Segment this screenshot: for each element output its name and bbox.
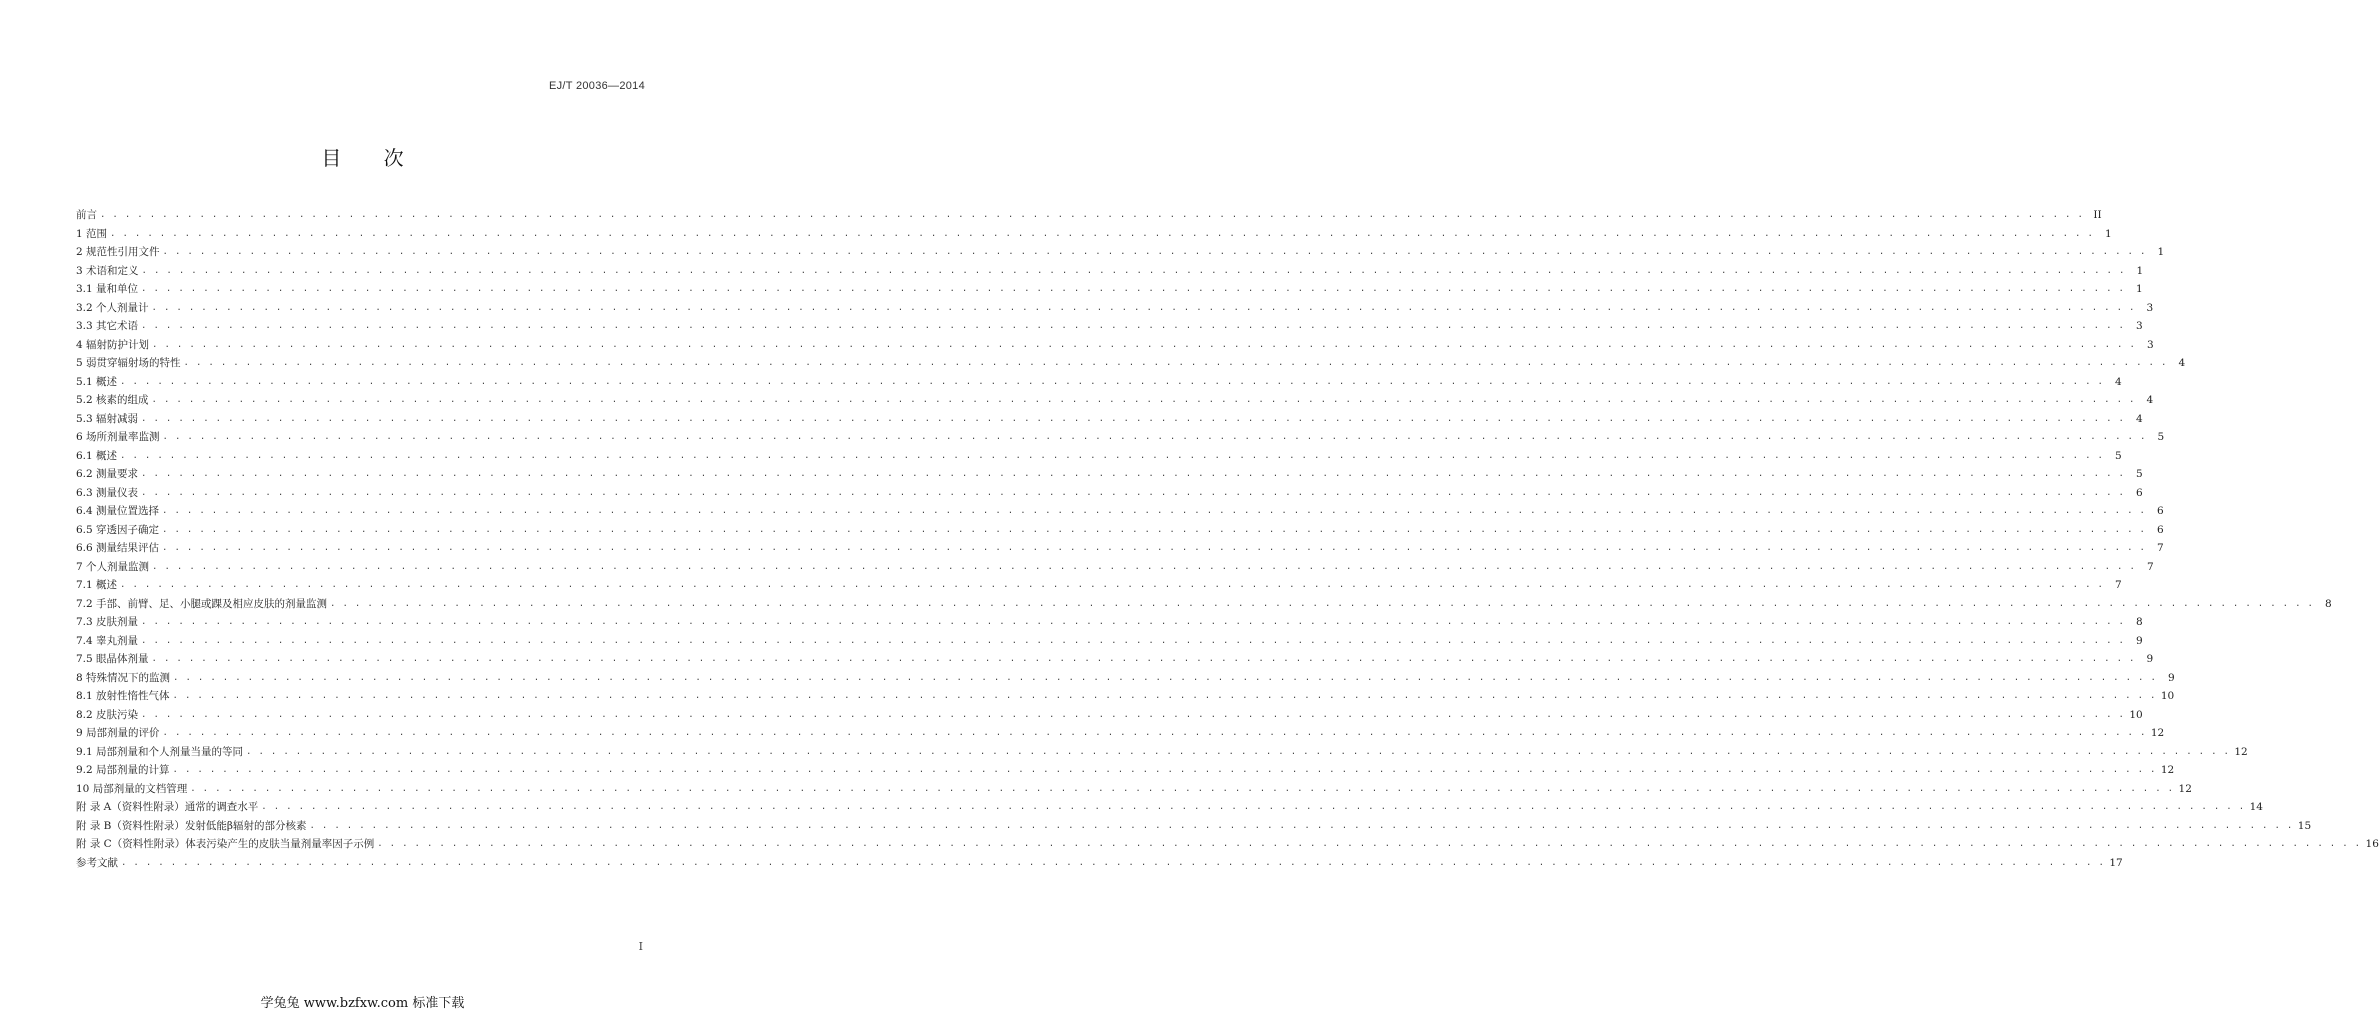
toc-entry-label: 6.5 穿透因子确定 [76,523,160,536]
toc-dot-leader: . . . . . . . . . . . . . . . . . . . . . . . . . . . . . . . . . . . . . . . . . . . . . . . . . . . . . . . . . . . . . . . . . . . . . . . . . . . . . . . . . . . . . . . . . . . . . . . . . . . . . . . . . . . . . . . . . . . . . . . . . . . . . . . . . . . . . . . . . . . . . . . . . . . . . . . . . . . . . . . . [261,802,2245,812]
toc-dot-leader: . . . . . . . . . . . . . . . . . . . . . . . . . . . . . . . . . . . . . . . . . . . . . . . . . . . . . . . . . . . . . . . . . . . . . . . . . . . . . . . . . . . . . . . . . . . . . . . . . . . . . . . . . . . . . . . . . . . . . . . . . . . . . . . . . . . . . . . . . . . . . . . . . . . . . . . . . . . . . . . . [141,265,2126,276]
toc-dot-leader: . . . . . . . . . . . . . . . . . . . . . . . . . . . . . . . . . . . . . . . . . . . . . . . . . . . . . . . . . . . . . . . . . . . . . . . . . . . . . . . . . . . . . . . . . . . . . . . . . . . . . . . . . . . . . . . . . . . . . . . . . . . . . . . . . . . . . . . . . . . . . . . . . . . . . . . . . . . . . . . . [190,783,2174,794]
toc-entry-label: 10 局部剂量的文档管理 [76,782,188,795]
toc-entry-label: 附 录 C（资料性附录）体表污染产生的皮肤当量剂量率因子示例 [76,838,375,850]
toc-page-number: 1 [2136,283,2143,295]
toc-dot-leader: . . . . . . . . . . . . . . . . . . . . . . . . . . . . . . . . . . . . . . . . . . . . . . . . . . . . . . . . . . . . . . . . . . . . . . . . . . . . . . . . . . . . . . . . . . . . . . . . . . . . . . . . . . . . . . . . . . . . . . . . . . . . . . . . . . . . . . . . . . . . . . . . . . . . . . . . . . . . . . . . [330,598,2314,609]
toc-page-number: 5 [2157,431,2165,443]
toc-dot-leader: . . . . . . . . . . . . . . . . . . . . . . . . . . . . . . . . . . . . . . . . . . . . . . . . . . . . . . . . . . . . . . . . . . . . . . . . . . . . . . . . . . . . . . . . . . . . . . . . . . . . . . . . . . . . . . . . . . . . . . . . . . . . . . . . . . . . . . . . . . . . . . . . . . . . . . . . . . . . . . . . [162,524,2146,535]
toc-entry-label: 3.1 量和单位 [76,283,139,295]
toc-row[interactable] [76,262,2144,281]
toc-page-number: 12 [2160,764,2175,776]
toc-entry-label: 参考文献 [76,856,118,869]
toc-entry-label: 附 录 A（资料性附录）通常的调查水平 [76,801,259,813]
toc-row[interactable] [76,391,2154,410]
toc-entry-label: 4 辐射防护计划 [76,338,150,351]
toc-dot-leader: . . . . . . . . . . . . . . . . . . . . . . . . . . . . . . . . . . . . . . . . . . . . . . . . . . . . . . . . . . . . . . . . . . . . . . . . . . . . . . . . . . . . . . . . . . . . . . . . . . . . . . . . . . . . . . . . . . . . . . . . . . . . . . . . . . . . . . . . . . . . . . . . . . . . . . . . . . . . . . . . [172,765,2157,775]
toc-entry-label: 8 特殊情况下的监测 [76,671,171,684]
toc-page-number: 9 [2136,634,2143,647]
toc-dot-leader: . . . . . . . . . . . . . . . . . . . . . . . . . . . . . . . . . . . . . . . . . . . . . . . . . . . . . . . . . . . . . . . . . . . . . . . . . . . . . . . . . . . . . . . . . . . . . . . . . . . . . . . . . . . . . . . . . . . . . . . . . . . . . . . . . . . . . . . . . . . . . . . . . . . . . . . . . . . . . . . . [162,728,2147,738]
page-number: I [638,940,643,953]
toc-row[interactable] [76,484,2143,503]
toc-row[interactable] [76,835,2379,854]
toc-dot-leader: . . . . . . . . . . . . . . . . . . . . . . . . . . . . . . . . . . . . . . . . . . . . . . . . . . . . . . . . . . . . . . . . . . . . . . . . . . . . . . . . . . . . . . . . . . . . . . . . . . . . . . . . . . . . . . . . . . . . . . . . . . . . . . . . . . . . . . . . . . . . . . . . . . . . . . . . . . . . . . . . [120,450,2104,461]
toc-page-number: 9 [2168,671,2175,684]
toc-row[interactable] [76,595,2332,614]
toc-entry-label: 6 场所剂量率监测 [76,431,160,443]
toc-row[interactable] [76,558,2154,577]
toc-entry-label: 7 个人剂量监测 [76,560,150,573]
toc-dot-leader: . . . . . . . . . . . . . . . . . . . . . . . . . . . . . . . . . . . . . . . . . . . . . . . . . . . . . . . . . . . . . . . . . . . . . . . . . . . . . . . . . . . . . . . . . . . . . . . . . . . . . . . . . . . . . . . . . . . . . . . . . . . . . . . . . . . . . . . . . . . . . . . . . . . . . . . . . . . . . . . . [151,395,2136,405]
toc-row[interactable] [76,465,2143,484]
toc-dot-leader: . . . . . . . . . . . . . . . . . . . . . . . . . . . . . . . . . . . . . . . . . . . . . . . . . . . . . . . . . . . . . . . . . . . . . . . . . . . . . . . . . . . . . . . . . . . . . . . . . . . . . . . . . . . . . . . . . . . . . . . . . . . . . . . . . . . . . . . . . . . . . . . . . . . . . . . . . . . . . . . . [141,635,2125,646]
toc-entry-label: 6.2 测量要求 [76,468,139,480]
toc-entry-label: 9 局部剂量的评价 [76,727,160,739]
toc-entry-label: 6.1 概述 [76,449,118,462]
toc-row[interactable] [76,632,2143,651]
toc-page-number: 1 [2157,246,2165,258]
toc-row[interactable] [76,854,2123,873]
toc-dot-leader: . . . . . . . . . . . . . . . . . . . . . . . . . . . . . . . . . . . . . . . . . . . . . . . . . . . . . . . . . . . . . . . . . . . . . . . . . . . . . . . . . . . . . . . . . . . . . . . . . . . . . . . . . . . . . . . . . . . . . . . . . . . . . . . . . . . . . . . . . . . . . . . . . . . . . . . . . . . . . . . . [151,302,2136,313]
toc-row[interactable] [76,410,2143,429]
toc-entry-label: 5 弱贯穿辐射场的特性 [76,357,181,369]
toc-entry-label: 3.3 其它术语 [76,320,139,332]
toc-dot-leader: . . . . . . . . . . . . . . . . . . . . . . . . . . . . . . . . . . . . . . . . . . . . . . . . . . . . . . . . . . . . . . . . . . . . . . . . . . . . . . . . . . . . . . . . . . . . . . . . . . . . . . . . . . . . . . . . . . . . . . . . . . . . . . . . . . . . . . . . . . . . . . . . . . . . . . . . . . . . . . . . [141,617,2125,627]
toc-row[interactable] [76,280,2143,299]
toc-dot-leader: . . . . . . . . . . . . . . . . . . . . . . . . . . . . . . . . . . . . . . . . . . . . . . . . . . . . . . . . . . . . . . . . . . . . . . . . . . . . . . . . . . . . . . . . . . . . . . . . . . . . . . . . . . . . . . . . . . . . . . . . . . . . . . . . . . . . . . . . . . . . . . . . . . . . . . . . . . . . . . . . [377,839,2361,849]
toc-dot-leader: . . . . . . . . . . . . . . . . . . . . . . . . . . . . . . . . . . . . . . . . . . . . . . . . . . . . . . . . . . . . . . . . . . . . . . . . . . . . . . . . . . . . . . . . . . . . . . . . . . . . . . . . . . . . . . . . . . . . . . . . . . . . . . . . . . . . . . . . . . . . . . . . . . . . . . . . . . . . . . . . [100,210,2084,220]
toc-page-number: 4 [2146,394,2154,406]
toc-dot-leader: . . . . . . . . . . . . . . . . . . . . . . . . . . . . . . . . . . . . . . . . . . . . . . . . . . . . . . . . . . . . . . . . . . . . . . . . . . . . . . . . . . . . . . . . . . . . . . . . . . . . . . . . . . . . . . . . . . . . . . . . . . . . . . . . . . . . . . . . . . . . . . . . . . . . . . . . . . . . . . . . [152,561,2136,572]
toc-page-number: 8 [2136,616,2143,628]
toc-page-number: 17 [2109,856,2123,869]
toc-page-number: 1 [2105,227,2112,240]
toc-page-number: 10 [2160,690,2175,702]
toc-page-number: 9 [2146,653,2154,665]
toc-row[interactable] [76,373,2122,392]
toc-entry-label: 7.3 皮肤剂量 [76,616,139,628]
toc-row[interactable] [76,225,2112,244]
toc-dot-leader: . . . . . . . . . . . . . . . . . . . . . . . . . . . . . . . . . . . . . . . . . . . . . . . . . . . . . . . . . . . . . . . . . . . . . . . . . . . . . . . . . . . . . . . . . . . . . . . . . . . . . . . . . . . . . . . . . . . . . . . . . . . . . . . . . . . . . . . . . . . . . . . . . . . . . . . . . . . . . . . . [141,469,2125,479]
toc-row[interactable] [76,669,2175,688]
toc-row[interactable] [76,354,2186,373]
toc-page-number: 5 [2136,468,2143,480]
toc-entry-label: 3 术语和定义 [76,264,139,277]
toc-page-number: 4 [2115,375,2122,388]
toc-dot-leader: . . . . . . . . . . . . . . . . . . . . . . . . . . . . . . . . . . . . . . . . . . . . . . . . . . . . . . . . . . . . . . . . . . . . . . . . . . . . . . . . . . . . . . . . . . . . . . . . . . . . . . . . . . . . . . . . . . . . . . . . . . . . . . . . . . . . . . . . . . . . . . . . . . . . . . . . . . . . . . . . [141,413,2125,424]
toc-dot-leader: . . . . . . . . . . . . . . . . . . . . . . . . . . . . . . . . . . . . . . . . . . . . . . . . . . . . . . . . . . . . . . . . . . . . . . . . . . . . . . . . . . . . . . . . . . . . . . . . . . . . . . . . . . . . . . . . . . . . . . . . . . . . . . . . . . . . . . . . . . . . . . . . . . . . . . . . . . . . . . . . [162,543,2146,553]
toc-page-number: 7 [2157,542,2164,554]
toc-entry-label: 7.2 手部、前臂、足、小腿或踝及相应皮肤的剂量监测 [76,597,328,610]
toc-row[interactable] [76,502,2164,521]
table-of-contents [76,206,2379,872]
toc-row[interactable] [76,761,2175,780]
toc-dot-leader: . . . . . . . . . . . . . . . . . . . . . . . . . . . . . . . . . . . . . . . . . . . . . . . . . . . . . . . . . . . . . . . . . . . . . . . . . . . . . . . . . . . . . . . . . . . . . . . . . . . . . . . . . . . . . . . . . . . . . . . . . . . . . . . . . . . . . . . . . . . . . . . . . . . . . . . . . . . . . . . . [162,432,2147,442]
toc-dot-leader: . . . . . . . . . . . . . . . . . . . . . . . . . . . . . . . . . . . . . . . . . . . . . . . . . . . . . . . . . . . . . . . . . . . . . . . . . . . . . . . . . . . . . . . . . . . . . . . . . . . . . . . . . . . . . . . . . . . . . . . . . . . . . . . . . . . . . . . . . . . . . . . . . . . . . . . . . . . . . . . . [309,820,2294,831]
toc-dot-leader: . . . . . . . . . . . . . . . . . . . . . . . . . . . . . . . . . . . . . . . . . . . . . . . . . . . . . . . . . . . . . . . . . . . . . . . . . . . . . . . . . . . . . . . . . . . . . . . . . . . . . . . . . . . . . . . . . . . . . . . . . . . . . . . . . . . . . . . . . . . . . . . . . . . . . . . . . . . . . . . . [162,506,2146,516]
toc-page-number: 12 [2150,727,2165,739]
toc-page-number: 7 [2147,560,2154,573]
toc-entry-label: 6.4 测量位置选择 [76,505,160,517]
toc-entry-label: 8.2 皮肤污染 [76,708,139,721]
toc-row[interactable] [76,206,2102,225]
toc-row[interactable] [76,650,2154,669]
toc-page-number: 15 [2297,819,2312,832]
page-title: 目 次 [321,146,422,170]
toc-page-number: 3 [2146,301,2154,314]
toc-dot-leader: . . . . . . . . . . . . . . . . . . . . . . . . . . . . . . . . . . . . . . . . . . . . . . . . . . . . . . . . . . . . . . . . . . . . . . . . . . . . . . . . . . . . . . . . . . . . . . . . . . . . . . . . . . . . . . . . . . . . . . . . . . . . . . . . . . . . . . . . . . . . . . . . . . . . . . . . . . . . . . . . [151,654,2136,664]
toc-dot-leader: . . . . . . . . . . . . . . . . . . . . . . . . . . . . . . . . . . . . . . . . . . . . . . . . . . . . . . . . . . . . . . . . . . . . . . . . . . . . . . . . . . . . . . . . . . . . . . . . . . . . . . . . . . . . . . . . . . . . . . . . . . . . . . . . . . . . . . . . . . . . . . . . . . . . . . . . . . . . . . . . [183,358,2168,368]
toc-row[interactable] [76,780,2192,799]
toc-page-number: 6 [2136,486,2143,499]
toc-dot-leader: . . . . . . . . . . . . . . . . . . . . . . . . . . . . . . . . . . . . . . . . . . . . . . . . . . . . . . . . . . . . . . . . . . . . . . . . . . . . . . . . . . . . . . . . . . . . . . . . . . . . . . . . . . . . . . . . . . . . . . . . . . . . . . . . . . . . . . . . . . . . . . . . . . . . . . . . . . . . . . . . [172,691,2157,701]
toc-page-number: 16 [2365,838,2379,850]
toc-row[interactable] [76,243,2165,262]
toc-entry-label: 8.1 放射性惰性气体 [76,690,170,702]
standard-code: EJ/T 20036—2014 [548,80,645,92]
watermark-footer: 学兔兔 www.bzfxw.com 标准下载 [260,996,465,1011]
toc-page-number: 12 [2234,745,2248,758]
toc-page-number: 7 [2115,579,2122,591]
toc-page-number: 8 [2325,597,2332,610]
toc-row[interactable] [76,613,2143,632]
toc-entry-label: 9.1 局部剂量和个人剂量当量的等同 [76,745,244,758]
toc-entry-label: 7.5 眼晶体剂量 [76,653,149,665]
toc-entry-label: 6.6 测量结果评估 [76,542,160,554]
toc-page-number: 6 [2157,505,2164,517]
toc-row[interactable] [76,706,2143,725]
toc-entry-label: 1 范围 [76,227,108,240]
toc-page-number: 3 [2136,320,2143,332]
toc-dot-leader: . . . . . . . . . . . . . . . . . . . . . . . . . . . . . . . . . . . . . . . . . . . . . . . . . . . . . . . . . . . . . . . . . . . . . . . . . . . . . . . . . . . . . . . . . . . . . . . . . . . . . . . . . . . . . . . . . . . . . . . . . . . . . . . . . . . . . . . . . . . . . . . . . . . . . . . . . . . . . . . . [120,376,2104,387]
toc-dot-leader: . . . . . . . . . . . . . . . . . . . . . . . . . . . . . . . . . . . . . . . . . . . . . . . . . . . . . . . . . . . . . . . . . . . . . . . . . . . . . . . . . . . . . . . . . . . . . . . . . . . . . . . . . . . . . . . . . . . . . . . . . . . . . . . . . . . . . . . . . . . . . . . . . . . . . . . . . . . . . . . . [110,228,2094,239]
toc-entry-label: 5.1 概述 [76,375,118,388]
toc-entry-label: 3.2 个人剂量计 [76,301,149,314]
toc-row[interactable] [76,817,2312,836]
toc-row[interactable] [76,798,2263,817]
toc-entry-label: 6.3 测量仪表 [76,486,139,499]
toc-page-number: 6 [2157,523,2164,536]
toc-page-number: 4 [2136,412,2143,425]
toc-entry-label: 2 规范性引用文件 [76,246,160,258]
toc-dot-leader: . . . . . . . . . . . . . . . . . . . . . . . . . . . . . . . . . . . . . . . . . . . . . . . . . . . . . . . . . . . . . . . . . . . . . . . . . . . . . . . . . . . . . . . . . . . . . . . . . . . . . . . . . . . . . . . . . . . . . . . . . . . . . . . . . . . . . . . . . . . . . . . . . . . . . . . . . . . . . . . . [141,284,2125,294]
toc-row[interactable] [76,539,2164,558]
toc-row[interactable] [76,299,2154,318]
toc-row[interactable] [76,687,2175,706]
toc-row[interactable] [76,336,2154,355]
toc-row[interactable] [76,724,2165,743]
toc-row[interactable] [76,576,2122,595]
toc-row[interactable] [76,743,2248,762]
toc-row[interactable] [76,317,2143,336]
toc-entry-label: 5.2 核素的组成 [76,394,149,406]
toc-dot-leader: . . . . . . . . . . . . . . . . . . . . . . . . . . . . . . . . . . . . . . . . . . . . . . . . . . . . . . . . . . . . . . . . . . . . . . . . . . . . . . . . . . . . . . . . . . . . . . . . . . . . . . . . . . . . . . . . . . . . . . . . . . . . . . . . . . . . . . . . . . . . . . . . . . . . . . . . . . . . . . . . [152,339,2136,350]
toc-page-number: 4 [2178,357,2186,369]
toc-entry-label: 附 录 B（资料性附录）发射低能β辐射的部分核素 [76,819,307,832]
toc-dot-leader: . . . . . . . . . . . . . . . . . . . . . . . . . . . . . . . . . . . . . . . . . . . . . . . . . . . . . . . . . . . . . . . . . . . . . . . . . . . . . . . . . . . . . . . . . . . . . . . . . . . . . . . . . . . . . . . . . . . . . . . . . . . . . . . . . . . . . . . . . . . . . . . . . . . . . . . . . . . . . . . . [141,709,2125,720]
toc-entry-label: 7.1 概述 [76,579,118,591]
toc-entry-label: 5.3 辐射减弱 [76,412,139,425]
toc-dot-leader: . . . . . . . . . . . . . . . . . . . . . . . . . . . . . . . . . . . . . . . . . . . . . . . . . . . . . . . . . . . . . . . . . . . . . . . . . . . . . . . . . . . . . . . . . . . . . . . . . . . . . . . . . . . . . . . . . . . . . . . . . . . . . . . . . . . . . . . . . . . . . . . . . . . . . . . . . . . . . . . . [162,247,2147,257]
toc-page-number: 3 [2147,338,2154,351]
toc-dot-leader: . . . . . . . . . . . . . . . . . . . . . . . . . . . . . . . . . . . . . . . . . . . . . . . . . . . . . . . . . . . . . . . . . . . . . . . . . . . . . . . . . . . . . . . . . . . . . . . . . . . . . . . . . . . . . . . . . . . . . . . . . . . . . . . . . . . . . . . . . . . . . . . . . . . . . . . . . . . . . . . . [121,857,2105,868]
toc-page-number: 12 [2178,782,2192,795]
toc-row[interactable] [76,447,2122,466]
toc-entry-label: 9.2 局部剂量的计算 [76,764,170,776]
toc-row[interactable] [76,428,2165,447]
toc-entry-label: 7.4 睾丸剂量 [76,634,139,647]
toc-page-number: 14 [2249,801,2263,813]
toc-page-number: 1 [2136,264,2144,277]
toc-dot-leader: . . . . . . . . . . . . . . . . . . . . . . . . . . . . . . . . . . . . . . . . . . . . . . . . . . . . . . . . . . . . . . . . . . . . . . . . . . . . . . . . . . . . . . . . . . . . . . . . . . . . . . . . . . . . . . . . . . . . . . . . . . . . . . . . . . . . . . . . . . . . . . . . . . . . . . . . . . . . . . . . [141,487,2125,498]
toc-page-number: II [2093,209,2102,221]
toc-row[interactable] [76,521,2164,540]
toc-entry-label: 前言 [76,209,97,221]
toc-dot-leader: . . . . . . . . . . . . . . . . . . . . . . . . . . . . . . . . . . . . . . . . . . . . . . . . . . . . . . . . . . . . . . . . . . . . . . . . . . . . . . . . . . . . . . . . . . . . . . . . . . . . . . . . . . . . . . . . . . . . . . . . . . . . . . . . . . . . . . . . . . . . . . . . . . . . . . . . . . . . . . . . [120,580,2104,590]
toc-dot-leader: . . . . . . . . . . . . . . . . . . . . . . . . . . . . . . . . . . . . . . . . . . . . . . . . . . . . . . . . . . . . . . . . . . . . . . . . . . . . . . . . . . . . . . . . . . . . . . . . . . . . . . . . . . . . . . . . . . . . . . . . . . . . . . . . . . . . . . . . . . . . . . . . . . . . . . . . . . . . . . . . [173,672,2157,683]
toc-page-number: 5 [2115,449,2122,462]
toc-page-number: 10 [2129,708,2143,721]
toc-dot-leader: . . . . . . . . . . . . . . . . . . . . . . . . . . . . . . . . . . . . . . . . . . . . . . . . . . . . . . . . . . . . . . . . . . . . . . . . . . . . . . . . . . . . . . . . . . . . . . . . . . . . . . . . . . . . . . . . . . . . . . . . . . . . . . . . . . . . . . . . . . . . . . . . . . . . . . . . . . . . . . . . [141,321,2125,331]
toc-dot-leader: . . . . . . . . . . . . . . . . . . . . . . . . . . . . . . . . . . . . . . . . . . . . . . . . . . . . . . . . . . . . . . . . . . . . . . . . . . . . . . . . . . . . . . . . . . . . . . . . . . . . . . . . . . . . . . . . . . . . . . . . . . . . . . . . . . . . . . . . . . . . . . . . . . . . . . . . . . . . . . . . [246,746,2230,757]
